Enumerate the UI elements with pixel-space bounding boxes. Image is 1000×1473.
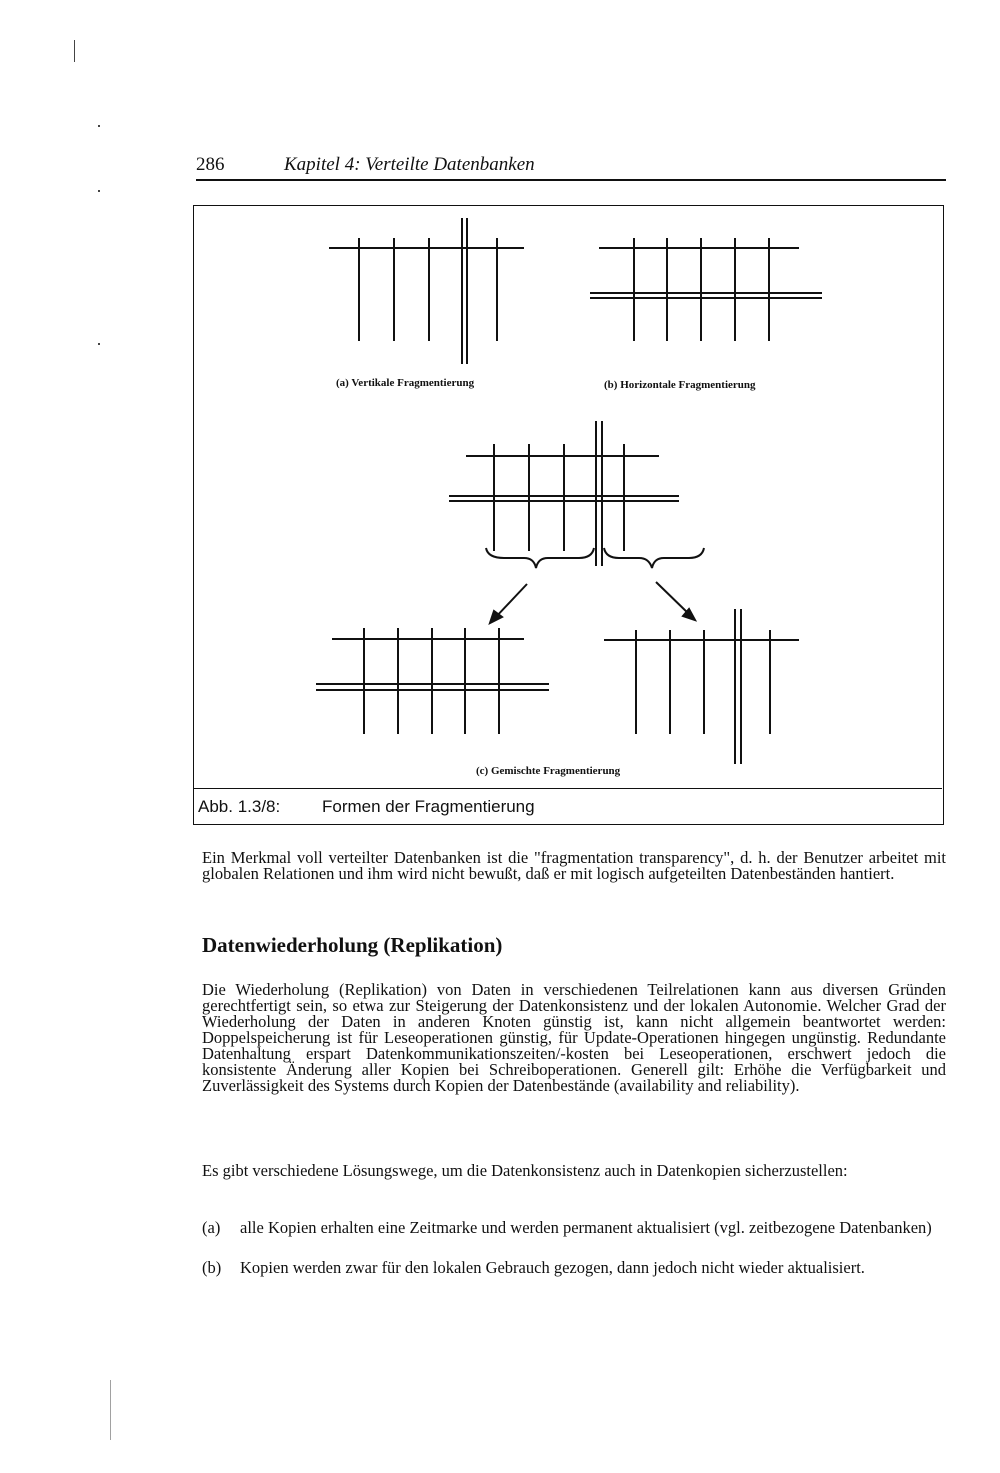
chapter-title: Kapitel 4: Verteilte Datenbanken [284,154,535,175]
diagram-horizontal-fragmentation [590,238,822,341]
diagram-mixed-fragmentation [449,421,704,623]
section-paragraph-1: Die Wiederholung (Replikation) von Daten in verschiedenen Teilrelationen kann aus diversen Gründen gerechtfertigt sein, so etwa zur Steigerung der Datenkonsistenz und der lokalen Autonomie. Welcher Grad der Wiederholung der Daten in anderen Knoten günstig ist, kann nicht allgemein beantwortet werden: Doppelspeicherung ist für Leseoperationen günstig, für Update-Operationen hingegen ungünstig. Redundante Datenhaltung erspart Datenkommunikationszeiten/-kosten bei Leseoperationen, erschwert jedoch die konsistente Änderung aller Kopien bei Schreiboperationen. Generell gilt: Erhöhe die Verfügbarkeit und Zuverlässigkeit des Systems durch Kopien der Datenbestände (availability and reliability). [202,980,946,1095]
page-number: 286 [196,154,225,175]
figure [193,205,944,825]
scan-artifact [98,125,100,127]
section-heading: Datenwiederholung (Replikation) [202,933,503,957]
scan-artifact [74,40,75,62]
page-header [196,152,946,182]
header-rule [196,179,946,181]
label-horizontal: (b) Horizontale Fragmentierung [604,379,756,391]
label-vertical: (a) Vertikale Fragmentierung [336,377,475,389]
figure-caption [194,788,942,824]
scan-artifact [98,343,100,345]
list-marker: (b) [202,1258,222,1277]
intro-paragraph: Ein Merkmal voll verteilter Datenbanken ist die "fragmentation transparency", d. h. der Benutzer arbeitet mit globalen Relationen und ihm wird nicht bewußt, daß er mit logisch aufgeteilten Datenbeständen hantiert. [202,848,946,883]
diagram-mixed-horizontal-part [316,628,549,734]
list-marker: (a) [202,1218,221,1237]
section-paragraph-2: Es gibt verschiedene Lösungswege, um die Datenkonsistenz auch in Datenkopien sicherzustellen: [202,1161,848,1180]
list-text: Kopien werden zwar für den lokalen Gebrauch gezogen, dann jedoch nicht wieder aktualisiert. [240,1258,865,1277]
fragmentation-diagram [194,206,942,786]
scan-artifact [110,1380,111,1440]
scan-artifact [98,190,100,192]
diagram-mixed-vertical-part [604,609,799,764]
label-mixed: (c) Gemischte Fragmentierung [476,765,621,777]
caption-text: Formen der Fragmentierung [322,797,535,816]
diagram-vertical-fragmentation [329,218,524,364]
list-text: alle Kopien erhalten eine Zeitmarke und werden permanent aktualisiert (vgl. zeitbezogene Datenbanken) [240,1218,932,1237]
caption-label: Abb. 1.3/8: [198,797,281,816]
